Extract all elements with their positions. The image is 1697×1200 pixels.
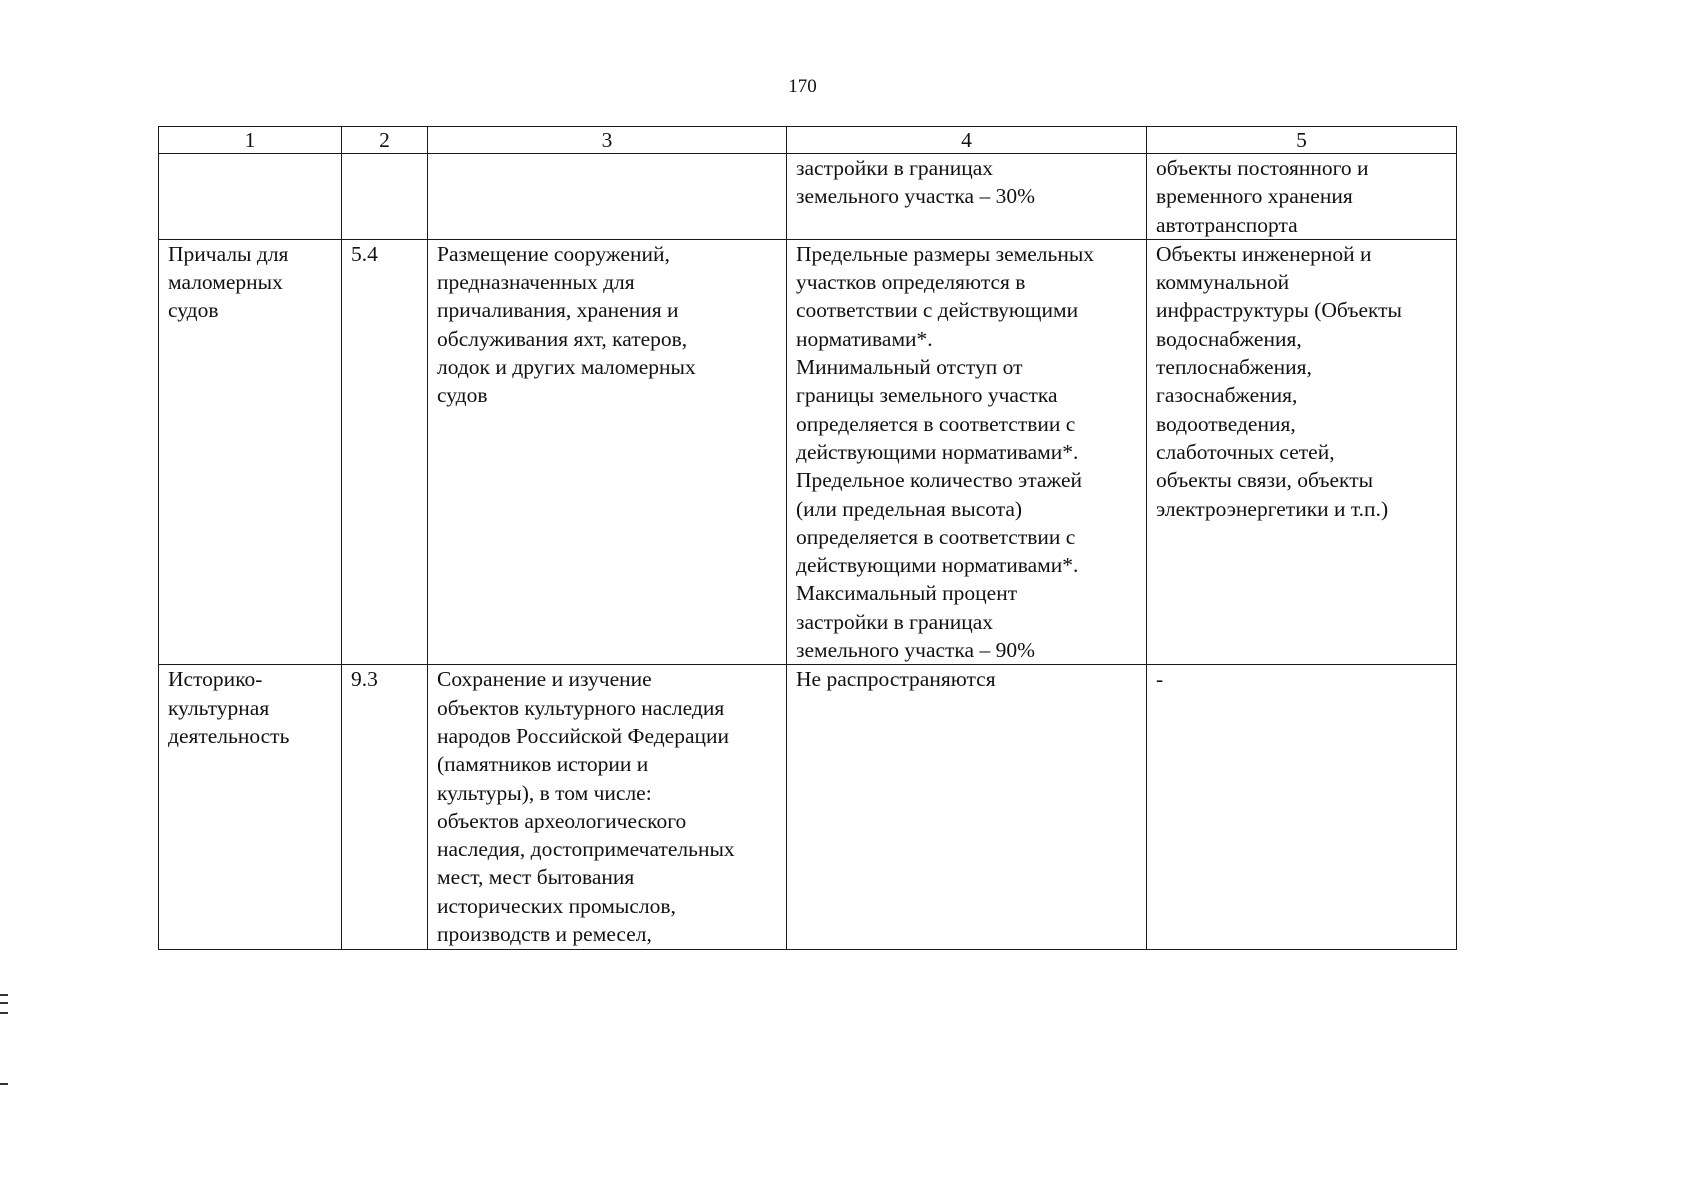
column-header-5: 5 — [1147, 127, 1457, 154]
cell-use-name — [159, 154, 342, 240]
cell-text-line: предназначенных для — [437, 270, 635, 295]
cell-auxiliary-uses — [1147, 154, 1457, 240]
cell-text-line: деятельность — [168, 723, 290, 748]
cell-text-line: народов Российской Федерации — [437, 723, 730, 748]
cell-text-line: - — [1156, 667, 1164, 692]
cell-text-line: культуры), в том числе: — [437, 780, 652, 805]
cell-text-line: соответствии с действующими — [796, 298, 1079, 323]
cell-text-line: Максимальный процент — [796, 581, 1018, 606]
cell-use-name — [159, 239, 342, 664]
column-header-2: 2 — [342, 127, 428, 154]
cell-text-line: автотранспорта — [1156, 212, 1298, 237]
table-body — [159, 154, 1457, 950]
cell-text-line: временного хранения — [1156, 184, 1353, 209]
column-header-4: 4 — [787, 127, 1147, 154]
cell-text-line: объектов археологического — [437, 808, 687, 833]
cell-text-line: Предельное количество этажей — [796, 468, 1083, 493]
cell-text-line: инфраструктуры (Объекты — [1156, 298, 1403, 323]
cell-text-line: земельного участка – 90% — [796, 638, 1035, 663]
page-number: 170 — [788, 76, 817, 97]
cell-text-line: участков определяются в — [796, 270, 1026, 295]
cell-text-line: Сохранение и изучение — [437, 667, 652, 692]
cell-description — [428, 665, 787, 950]
table-row — [159, 239, 1457, 664]
cell-text-line: Объекты инженерной и — [1156, 241, 1372, 266]
regulations-table — [158, 126, 1457, 950]
cell-text-line: (памятников истории и — [437, 752, 649, 777]
header-row — [159, 127, 1457, 154]
cell-text-line: 9.3 — [351, 667, 378, 692]
cell-text-line: исторических промыслов, — [437, 893, 676, 918]
cell-text-line: мест, мест бытования — [437, 865, 635, 890]
cell-text-line: производств и ремесел, — [437, 922, 652, 947]
cell-text-line: судов — [168, 298, 219, 323]
cell-text-line: теплоснабжения, — [1156, 355, 1312, 380]
margin-mark — [0, 1083, 8, 1085]
column-header-1: 1 — [159, 127, 342, 154]
cell-text-line: Историко- — [168, 667, 263, 692]
cell-text-line: границы земельного участка — [796, 383, 1058, 408]
cell-text-line: лодок и других маломерных — [437, 355, 696, 380]
cell-text-line: определяется в соответствии с — [796, 411, 1076, 436]
cell-text-line: причаливания, хранения и — [437, 298, 679, 323]
cell-text-line: Минимальный отступ от — [796, 355, 1023, 380]
cell-text-line: электроэнергетики и т.п.) — [1156, 496, 1389, 521]
cell-text-line: нормативами*. — [796, 326, 933, 351]
cell-auxiliary-uses — [1147, 239, 1457, 664]
cell-code — [342, 154, 428, 240]
cell-code — [342, 665, 428, 950]
cell-text-line: водоотведения, — [1156, 411, 1296, 436]
column-header-3: 3 — [428, 127, 787, 154]
cell-text-line: застройки в границах — [796, 156, 994, 180]
cell-text-line: обслуживания яхт, катеров, — [437, 326, 688, 351]
cell-text-line: наследия, достопримечательных — [437, 837, 735, 862]
cell-auxiliary-uses — [1147, 665, 1457, 950]
cell-parameters — [787, 154, 1147, 240]
cell-text-line: коммунальной — [1156, 270, 1290, 295]
cell-use-name — [159, 665, 342, 950]
cell-text-line: (или предельная высота) — [796, 496, 1023, 521]
table-header — [159, 127, 1457, 154]
cell-text-line: определяется в соответствии с — [796, 524, 1076, 549]
cell-description — [428, 239, 787, 664]
cell-code — [342, 239, 428, 664]
cell-text-line: Размещение сооружений, — [437, 241, 670, 266]
cell-text-line: объекты постоянного и — [1156, 156, 1369, 180]
cell-parameters — [787, 239, 1147, 664]
cell-text-line: маломерных — [168, 270, 283, 295]
cell-text-line: водоснабжения, — [1156, 326, 1302, 351]
cell-text-line: культурная — [168, 695, 270, 720]
cell-text-line: 5.4 — [351, 241, 378, 266]
cell-text-line: газоснабжения, — [1156, 383, 1298, 408]
cell-description — [428, 154, 787, 240]
table-row — [159, 154, 1457, 240]
cell-text-line: объекты связи, объекты — [1156, 468, 1374, 493]
cell-text-line: объектов культурного наследия — [437, 695, 725, 720]
cell-text-line: Не распространяются — [796, 667, 996, 692]
cell-text-line: слаботочных сетей, — [1156, 439, 1335, 464]
cell-text-line: Причалы для — [168, 241, 289, 266]
cell-text-line: Предельные размеры земельных — [796, 241, 1095, 266]
cell-text-line: земельного участка – 30% — [796, 184, 1035, 209]
cell-text-line: застройки в границах — [796, 609, 994, 634]
cell-parameters — [787, 665, 1147, 950]
table-row — [159, 665, 1457, 950]
cell-text-line: действующими нормативами*. — [796, 553, 1079, 578]
margin-mark — [0, 994, 8, 1014]
cell-text-line: действующими нормативами*. — [796, 439, 1079, 464]
cell-text-line: судов — [437, 383, 488, 408]
